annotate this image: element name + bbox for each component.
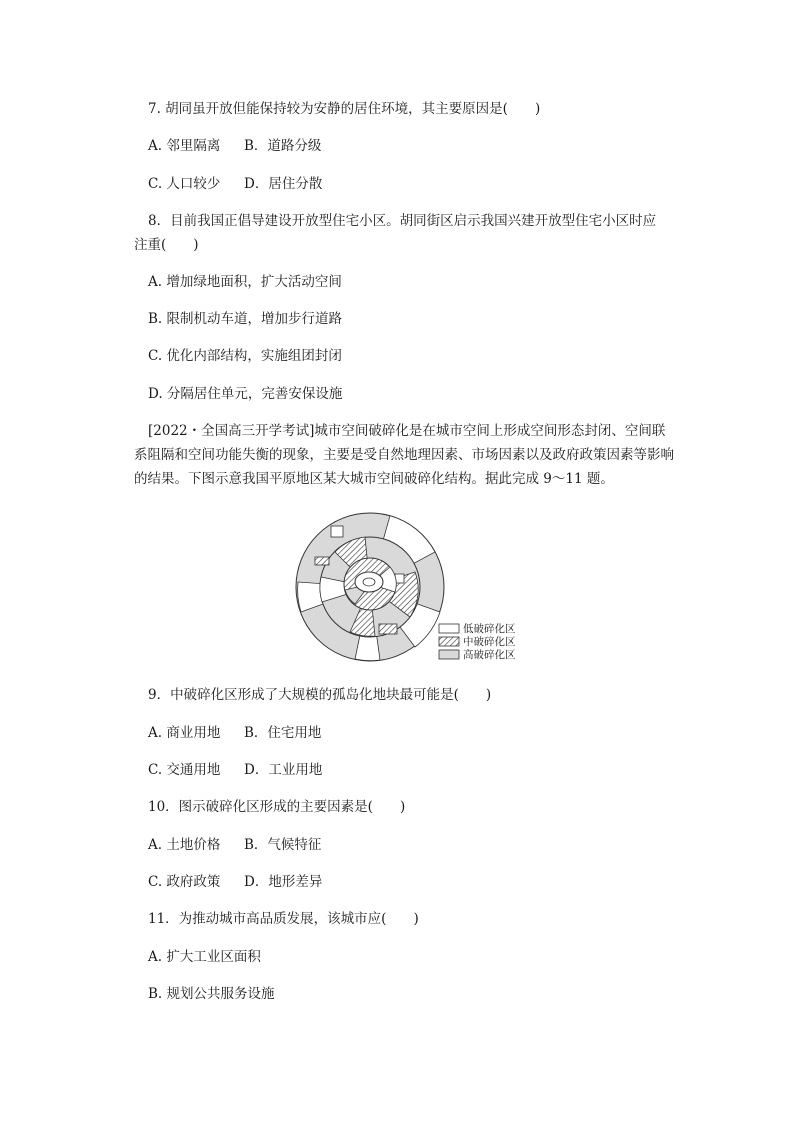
option-d[interactable]: D. 分隔居住单元，完善安保设施: [148, 386, 343, 402]
fragmentation-structure-figure: [295, 512, 530, 662]
low-block: [331, 526, 343, 537]
option-a[interactable]: A. 增加绿地面积，扩大活动空间: [148, 274, 342, 290]
passage-line-1: [2022・全国高三开学考试]城市空间破碎化是在城市空间上形成空间形态封闭、空间联: [148, 423, 666, 439]
option-b[interactable]: B．气候特征: [244, 837, 322, 853]
legend-swatch-medium: [439, 637, 459, 646]
question-10-options-cd: [148, 873, 322, 891]
option-c[interactable]: C. 交通用地: [148, 762, 221, 778]
question-9-options-ab: [148, 724, 321, 742]
option-a[interactable]: A. 扩大工业区面积: [148, 949, 261, 965]
legend-label-medium: 中破碎化区: [463, 636, 516, 648]
option-c[interactable]: C. 优化内部结构，实施组团封闭: [148, 348, 342, 364]
legend-swatch-high: [439, 650, 459, 659]
question-10-stem: 10．图示破碎化区形成的主要因素是( ): [148, 799, 406, 815]
question-7-stem: 7. 胡同虽开放但能保持较为安静的居住环境，其主要原因是( ): [148, 101, 541, 117]
option-b[interactable]: B. 限制机动车道，增加步行道路: [148, 311, 343, 327]
legend-swatch-low: [439, 624, 459, 633]
passage-line-2: 系阻隔和空间功能失衡的现象，主要是受自然地理因素、市场因素以及政府政策因素等影响: [134, 447, 674, 463]
question-10-options-ab: [148, 836, 321, 854]
option-d[interactable]: D．居住分散: [244, 176, 323, 192]
passage-line-3: 的结果。下图示意我国平原地区某大城市空间破碎化结构。据此完成 9～11 题。: [134, 471, 614, 487]
option-a[interactable]: A. 商业用地: [148, 725, 221, 741]
option-d[interactable]: D．地形差异: [244, 874, 323, 890]
option-b[interactable]: B．道路分级: [244, 138, 322, 154]
question-9-stem: 9．中破碎化区形成了大规模的孤岛化地块最可能是( ): [148, 687, 492, 703]
question-7-options-cd: [148, 175, 322, 193]
question-7-options-ab: [148, 137, 321, 155]
option-c[interactable]: C. 人口较少: [148, 176, 221, 192]
question-11-stem: 11．为推动城市高品质发展，该城市应( ): [148, 911, 419, 927]
option-c[interactable]: C. 政府政策: [148, 874, 221, 890]
option-a[interactable]: A. 土地价格: [148, 837, 221, 853]
option-a[interactable]: A. 邻里隔离: [148, 138, 221, 154]
legend-label-low: 低破碎化区: [463, 623, 516, 635]
option-d[interactable]: D．工业用地: [244, 762, 323, 778]
question-9-options-cd: [148, 761, 322, 779]
question-8-stem-continued: 注重( ): [134, 237, 199, 253]
city-core: [355, 572, 383, 592]
option-b[interactable]: B．住宅用地: [244, 725, 322, 741]
hatch-block: [315, 557, 329, 565]
hatch-block: [379, 624, 397, 634]
option-b[interactable]: B. 规划公共服务设施: [148, 986, 275, 1002]
question-8-stem: 8．目前我国正倡导建设开放型住宅小区。胡同街区启示我国兴建开放型住宅小区时应: [148, 213, 657, 229]
legend: [439, 622, 516, 661]
legend-label-high: 高破碎化区: [463, 649, 516, 661]
